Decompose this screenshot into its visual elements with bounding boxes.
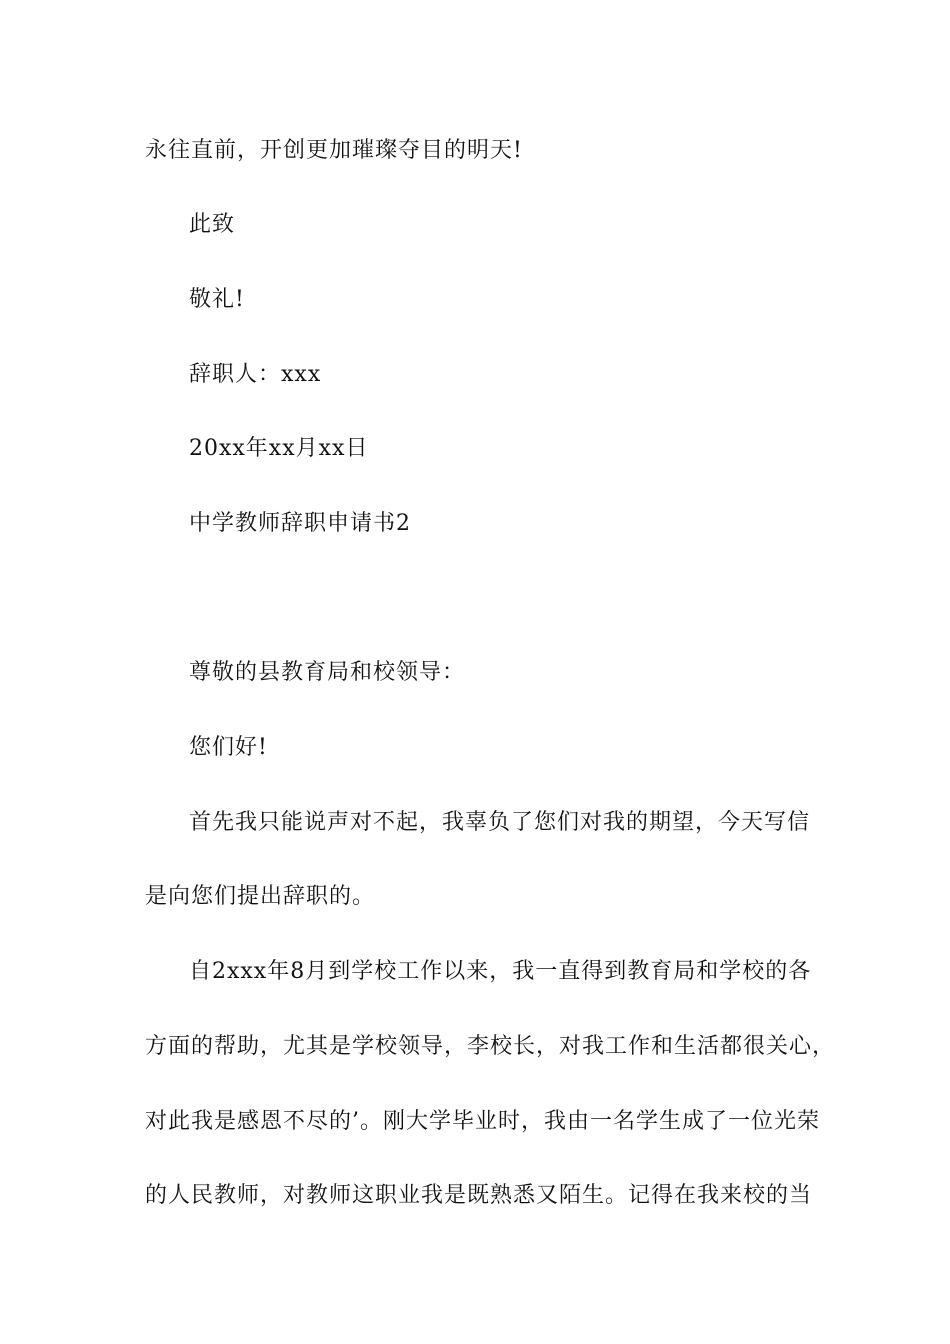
closing-continuation-line: 永往直前，开创更加璀璨夺目的明天! [145, 138, 523, 163]
paragraph2-line1: 自2xxx年8月到学校工作以来，我一直得到教育局和学校的各 [189, 959, 812, 984]
recipient-line: 尊敬的县教育局和校领导： [189, 660, 466, 685]
paragraph2-line2: 方面的帮助，尤其是学校领导，李校长，对我工作和生活都很关心， [145, 1034, 836, 1059]
signature-line: 辞职人：xxx [189, 362, 322, 387]
paragraph2-line3: 对此我是感恩不尽的’。刚大学毕业时，我由一名学生成了一位光荣 [145, 1109, 820, 1134]
date-line: 20xx年xx月xx日 [189, 436, 369, 461]
paragraph2-line4: 的人民教师，对教师这职业我是既熟悉又陌生。记得在我来校的当 [145, 1183, 813, 1208]
paragraph1-line2: 是向您们提出辞职的。 [145, 884, 376, 909]
greeting-line: 您们好! [189, 735, 268, 760]
section-title: 中学教师辞职申请书2 [189, 511, 411, 536]
salutation-closing: 此致 [189, 212, 236, 237]
regards-line: 敬礼! [189, 287, 245, 312]
paragraph1-line1: 首先我只能说声对不起，我辜负了您们对我的期望，今天写信 [189, 810, 811, 835]
